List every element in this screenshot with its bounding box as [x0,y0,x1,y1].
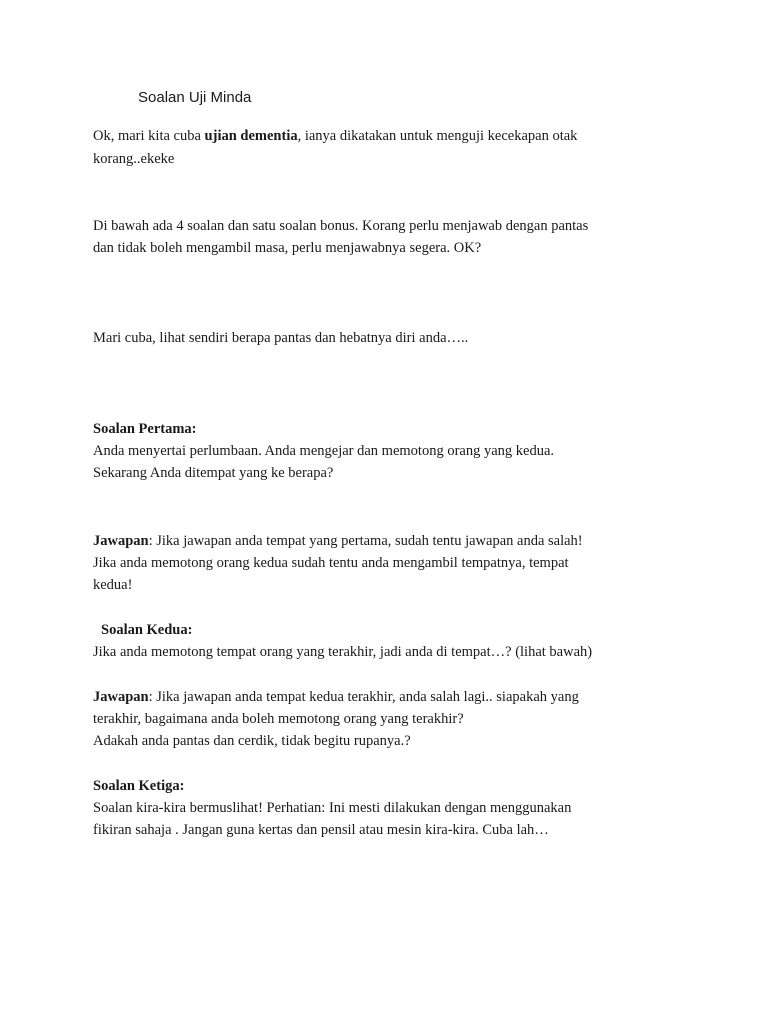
question-1-line-2: Sekarang Anda ditempat yang ke berapa? [93,465,334,481]
invite-line: Mari cuba, lihat sendiri berapa pantas dan hebatnya diri anda….. [93,330,469,346]
answer-1-line-1 [93,530,583,552]
answer-2-line-3: Adakah anda pantas dan cerdik, tidak begitu rupanya.? [93,733,411,749]
question-2-heading: Soalan Kedua: [101,622,193,638]
document-title: Soalan Uji Minda [138,89,252,106]
question-3-line-2: fikiran sahaja . Jangan guna kertas dan pensil atau mesin kira-kira. Cuba lah… [93,822,549,838]
answer-1-line-2: Jika anda memotong orang kedua sudah tentu anda mengambil tempatnya, tempat [93,555,569,571]
answer-2-line-1 [93,686,579,708]
question-3-line-1: Soalan kira-kira bermuslihat! Perhatian: Ini mesti dilakukan dengan menggunakan [93,800,572,816]
intro-text-post: , ianya dikatakan untuk menguji kecekapan otak [297,128,578,144]
question-2-line-1: Jika anda memotong tempat orang yang terakhir, jadi anda di tempat…? (lihat bawah) [93,644,593,660]
question-1-line-1: Anda menyertai perlumbaan. Anda mengejar dan memotong orang yang kedua. [93,443,555,459]
answer-2-label: Jawapan [93,689,149,705]
answer-2-text: : Jika jawapan anda tempat kedua terakhir, anda salah lagi.. siapakah yang [148,689,579,705]
intro-text-pre: Ok, mari kita cuba [93,128,205,144]
info-line-2: dan tidak boleh mengambil masa, perlu menjawabnya segera. OK? [93,240,482,256]
intro-line-2: korang..ekeke [93,151,175,167]
intro-line-1 [93,125,577,147]
answer-2-line-2: terakhir, bagaimana anda boleh memotong orang yang terakhir? [93,711,464,727]
info-line-1: Di bawah ada 4 soalan dan satu soalan bonus. Korang perlu menjawab dengan pantas [93,218,589,234]
intro-text-bold: ujian dementia [204,128,298,144]
answer-1-label: Jawapan [93,533,149,549]
question-1-heading: Soalan Pertama: [93,421,197,437]
answer-1-line-3: kedua! [93,577,133,593]
answer-1-text: : Jika jawapan anda tempat yang pertama, sudah tentu jawapan anda salah! [148,533,583,549]
question-3-heading: Soalan Ketiga: [93,778,185,794]
